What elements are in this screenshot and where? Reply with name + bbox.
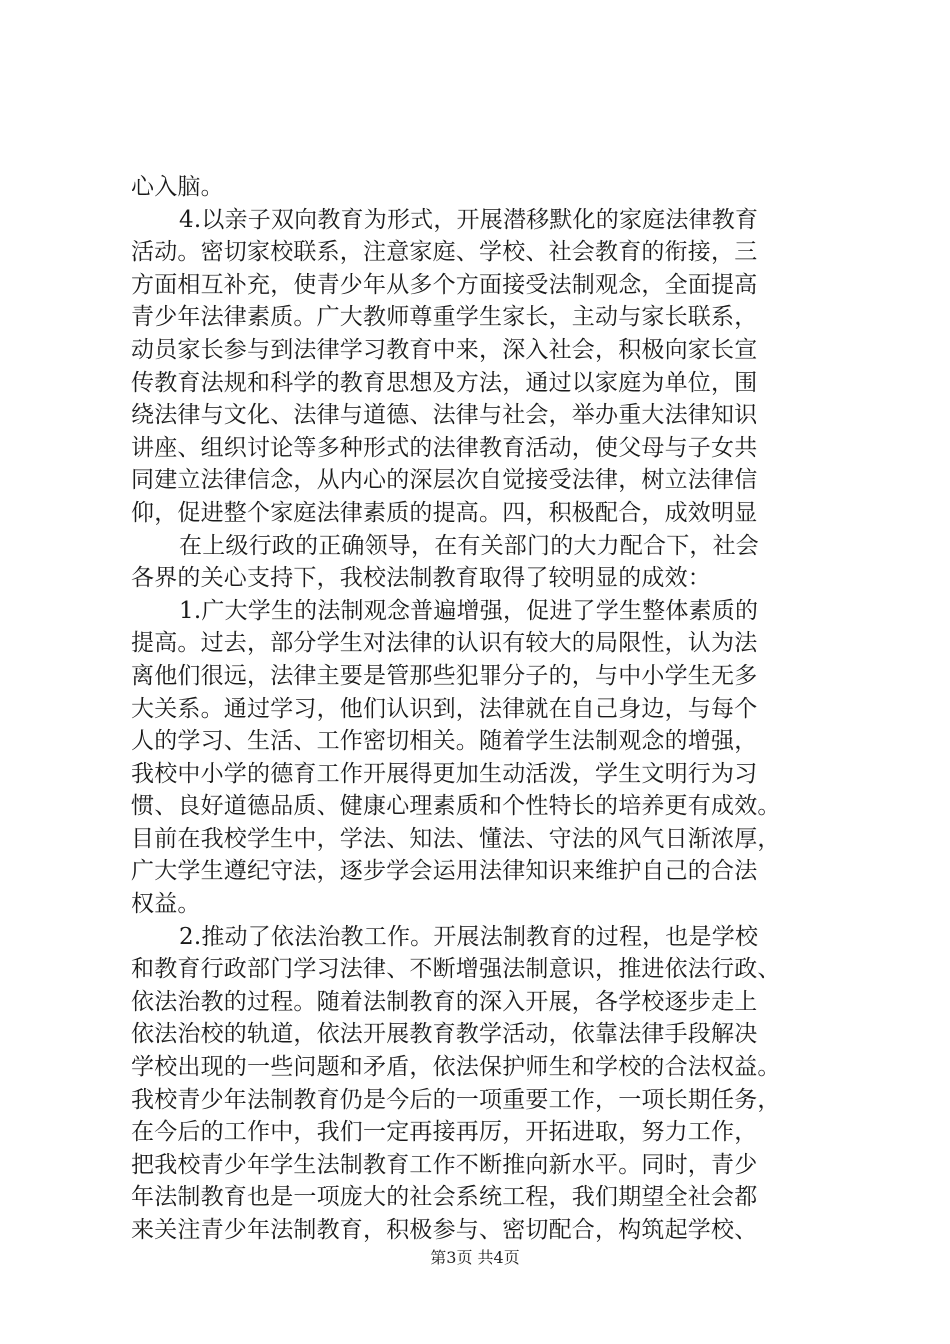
text-line: 大关系。通过学习，他们认识到，法律就在自己身边，与每个 (131, 695, 758, 722)
text-line: 在上级行政的正确领导，在有关部门的大力配合下，社会 (179, 532, 759, 559)
text-line: 1.广大学生的法制观念普遍增强，促进了学生整体素质的 (179, 597, 759, 624)
text-line: 绕法律与文化、法律与道德、法律与社会，举办重大法律知识 (131, 402, 758, 429)
page-footer: 第3页 共4页 (430, 1248, 520, 1267)
text-line: 人的学习、生活、工作密切相关。随着学生法制观念的增强， (131, 728, 758, 755)
text-line: 同建立法律信念，从内心的深层次自觉接受法律，树立法律信 (131, 467, 758, 494)
text-line: 权益。 (131, 891, 201, 918)
text-line: 方面相互补充，使青少年从多个方面接受法制观念，全面提高 (131, 271, 758, 298)
text-line: 离他们很远，法律主要是管那些犯罪分子的，与中小学生无多 (131, 662, 758, 689)
text-line: 活动。密切家校联系，注意家庭、学校、社会教育的衔接，三 (131, 239, 758, 266)
text-line: 目前在我校学生中，学法、知法、懂法、守法的风气日渐浓厚， (131, 825, 781, 852)
text-line: 年法制教育也是一项庞大的社会系统工程，我们期望全社会都 (131, 1184, 758, 1211)
text-line: 仰，促进整个家庭法律素质的提高。四，积极配合，成效明显 (131, 499, 758, 526)
text-line: 学校出现的一些问题和矛盾，依法保护师生和学校的合法权益。 (131, 1054, 781, 1081)
text-line: 动员家长参与到法律学习教育中来，深入社会，积极向家长宣 (131, 336, 758, 363)
text-line: 在今后的工作中，我们一定再接再厉，开拓进取，努力工作， (131, 1119, 758, 1146)
text-line: 我校中小学的德育工作开展得更加生动活泼，学生文明行为习 (131, 760, 758, 787)
text-line: 广大学生遵纪守法，逐步学会运用法律知识来维护自己的合法 (131, 858, 758, 885)
text-line: 惯、良好道德品质、健康心理素质和个性特长的培养更有成效。 (131, 793, 781, 820)
text-line: 把我校青少年学生法制教育工作不断推向新水平。同时，青少 (131, 1151, 758, 1178)
document-body (131, 171, 841, 1247)
text-line: 2.推动了依法治教工作。开展法制教育的过程，也是学校 (179, 923, 759, 950)
text-line: 青少年法律素质。广大教师尊重学生家长，主动与家长联系， (131, 304, 758, 331)
text-line: 来关注青少年法制教育，积极参与、密切配合，构筑起学校、 (131, 1217, 758, 1243)
text-line: 提高。过去，部分学生对法律的认识有较大的局限性，认为法 (131, 630, 758, 657)
text-line: 和教育行政部门学习法律、不断增强法制意识，推进依法行政、 (131, 956, 781, 983)
text-line: 依法治校的轨道，依法开展教育教学活动，依靠法律手段解决 (131, 1021, 758, 1048)
text-line: 我校青少年法制教育仍是今后的一项重要工作，一项长期任务， (131, 1086, 781, 1113)
text-line: 4.以亲子双向教育为形式，开展潜移默化的家庭法律教育 (179, 206, 759, 233)
text-line: 传教育法规和科学的教育思想及方法，通过以家庭为单位，围 (131, 369, 758, 396)
text-line: 各界的关心支持下，我校法制教育取得了较明显的成效： (131, 565, 711, 592)
text-line: 心入脑。 (131, 174, 224, 200)
text-line: 讲座、组织讨论等多种形式的法律教育活动，使父母与子女共 (131, 434, 758, 461)
text-line: 依法治教的过程。随着法制教育的深入开展，各学校逐步走上 (131, 988, 758, 1015)
